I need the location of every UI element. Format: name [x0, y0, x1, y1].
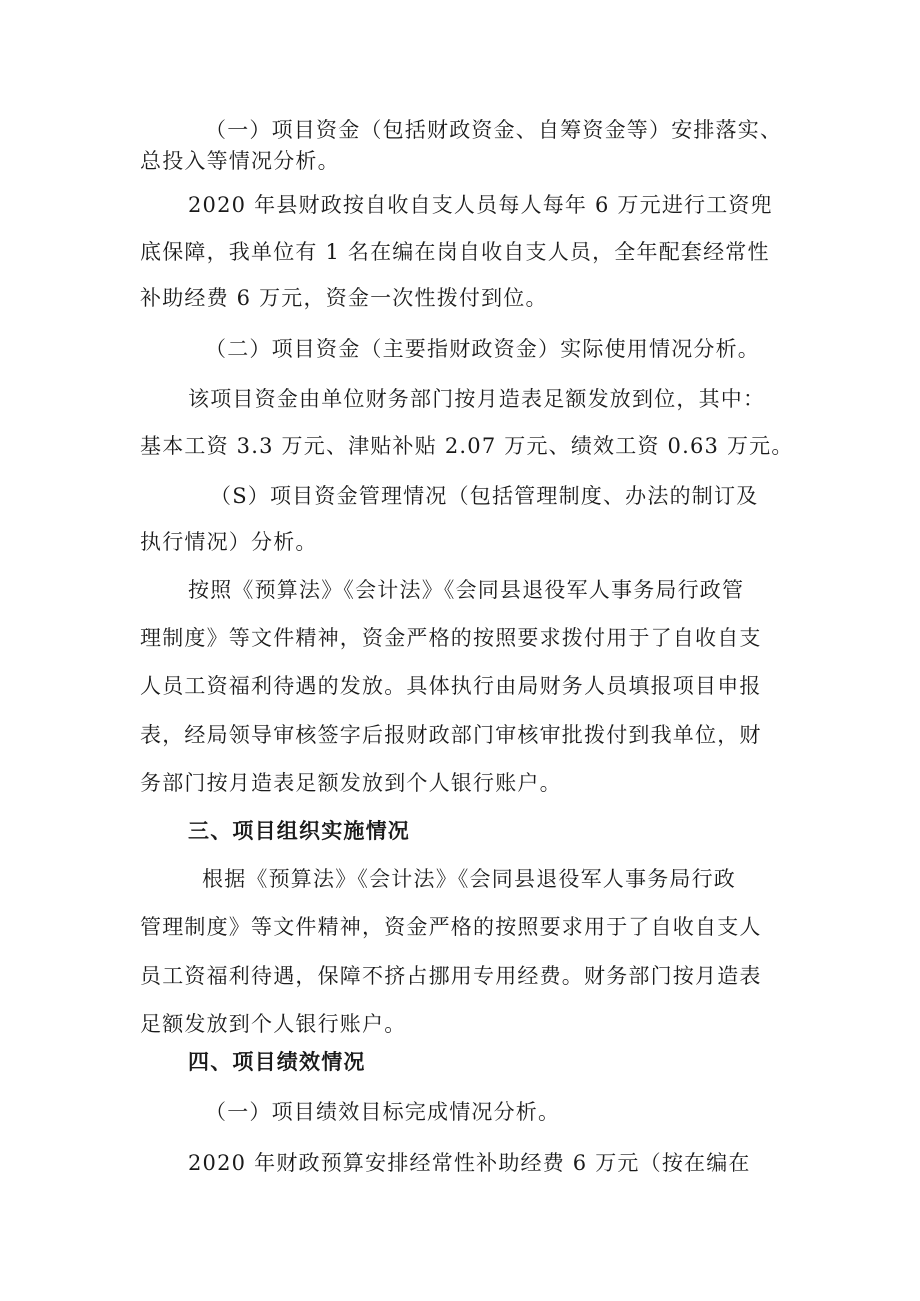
paragraph-line: 务部门按月造表足额发放到个人银行账户。: [140, 771, 562, 795]
section-heading: 四、项目绩效情况: [188, 1050, 366, 1074]
paragraph-line: （一）项目绩效目标完成情况分析。: [205, 1100, 561, 1124]
paragraph-line: 总投入等情况分析。: [140, 149, 340, 173]
section-heading: 三、项目组织实施情况: [188, 819, 410, 843]
paragraph-line: 2020 年财政预算安排经常性补助经费 6 万元（按在编在: [188, 1151, 751, 1175]
paragraph-line: 足额发放到个人银行账户。: [140, 1012, 407, 1036]
paragraph-line: 执行情况）分析。: [140, 530, 318, 554]
paragraph-line: 员工资福利待遇，保障不挤占挪用专用经费。财务部门按月造表: [140, 964, 762, 988]
paragraph-line: 按照《预算法》《会计法》《会同县退役军人事务局行政管: [188, 578, 745, 602]
paragraph-line: 人员工资福利待遇的发放。具体执行由局财务人员填报项目申报: [140, 674, 762, 698]
paragraph-line: （一）项目资金（包括财政资金、自筹资金等）安排落实、: [205, 118, 783, 142]
paragraph-line: 根据《预算法》《会计法》《会同县退役军人事务局行政: [202, 867, 736, 891]
paragraph-line: 2020 年县财政按自收自支人员每人每年 6 万元进行工资兜: [188, 193, 773, 217]
paragraph-line: 基本工资 3.3 万元、津贴补贴 2.07 万元、绩效工资 0.63 万元。: [140, 434, 794, 458]
paragraph-line: 该项目资金由单位财务部门按月造表足额发放到位，其中：: [188, 387, 766, 411]
paragraph-line: （S）项目资金管理情况（包括管理制度、办法的制订及: [210, 484, 759, 508]
paragraph-line: （二）项目资金（主要指财政资金）实际使用情况分析。: [205, 337, 760, 361]
paragraph-line: 理制度》等文件精神，资金严格的按照要求拨付用于了自收自支: [140, 626, 762, 650]
paragraph-line: 表，经局领导审核签字后报财政部门审核审批拨付到我单位，财: [140, 723, 762, 747]
paragraph-line: 补助经费 6 万元，资金一次性拨付到位。: [140, 286, 548, 310]
paragraph-line: 底保障，我单位有 1 名在编在岗自收自支人员，全年配套经常性: [140, 240, 770, 264]
paragraph-line: 管理制度》等文件精神，资金严格的按照要求用于了自收自支人: [140, 915, 762, 939]
